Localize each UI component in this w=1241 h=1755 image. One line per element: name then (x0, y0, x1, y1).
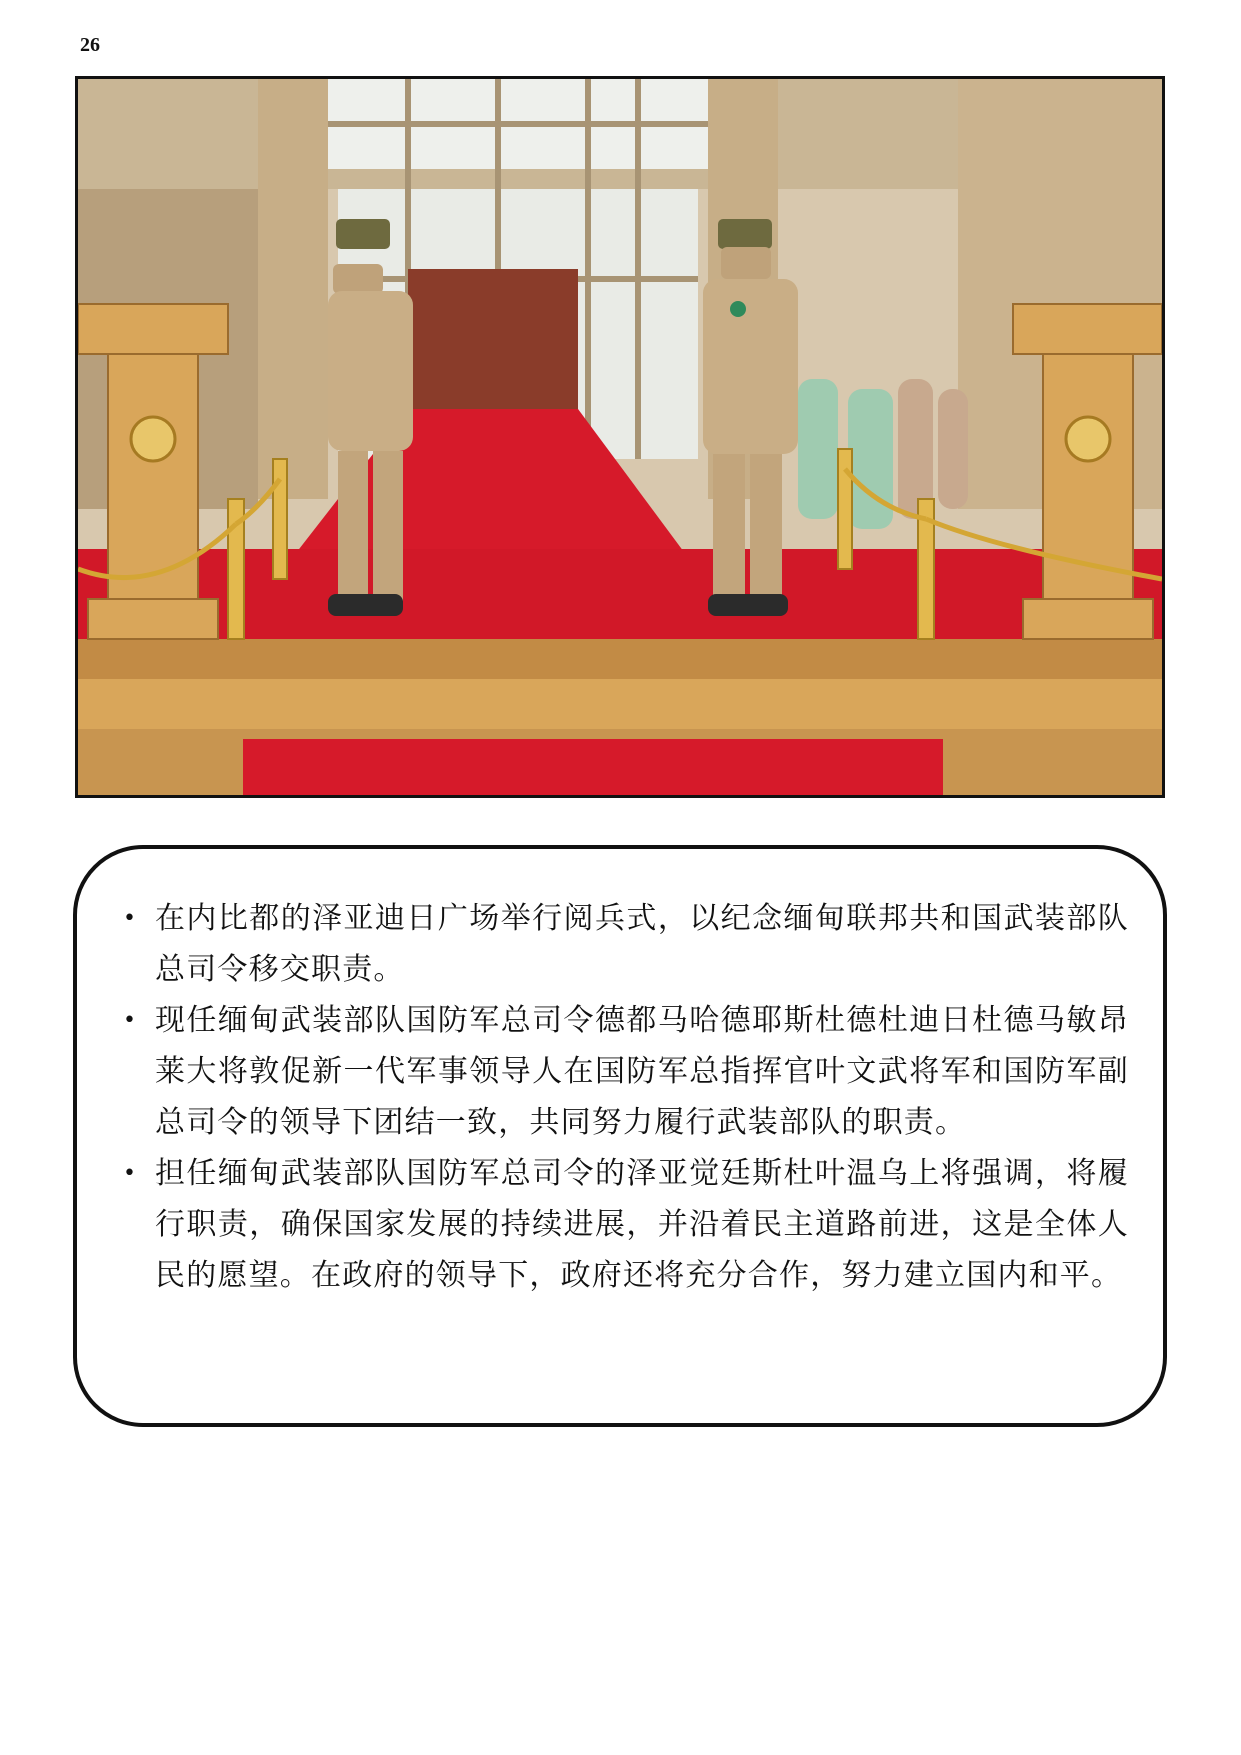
bullet-icon: • (123, 906, 138, 931)
bullet-text: 担任缅甸武装部队国防军总司令的泽亚觉廷斯杜叶温乌上将强调，将履行职责，确保国家发展的持续进展，并沿着民主道路前进，这是全体人民的愿望。在政府的领导下，政府还将充分合作，努力建立国内和平。 (155, 1156, 1129, 1293)
bullet-text: 现任缅甸武装部队国防军总司令德都马哈德耶斯杜德杜迪日杜德马敏昂莱大将敦促新一代军事领导人在国防军总指挥官叶文武将军和国防军副总司令的领导下团结一致，共同努力履行武装部队的职责。 (155, 1003, 1129, 1140)
bullet-list (123, 893, 1129, 1301)
bullet-icon: • (123, 1161, 138, 1186)
bullet-icon: • (123, 1008, 138, 1033)
ceremony-photo (75, 76, 1165, 798)
bullet-text: 在内比都的泽亚迪日广场举行阅兵式，以纪念缅甸联邦共和国武装部队总司令移交职责。 (155, 901, 1129, 987)
list-item (123, 893, 1129, 995)
summary-box (73, 845, 1167, 1427)
page-number: 26 (80, 34, 100, 56)
list-item (123, 1148, 1129, 1301)
list-item (123, 995, 1129, 1148)
